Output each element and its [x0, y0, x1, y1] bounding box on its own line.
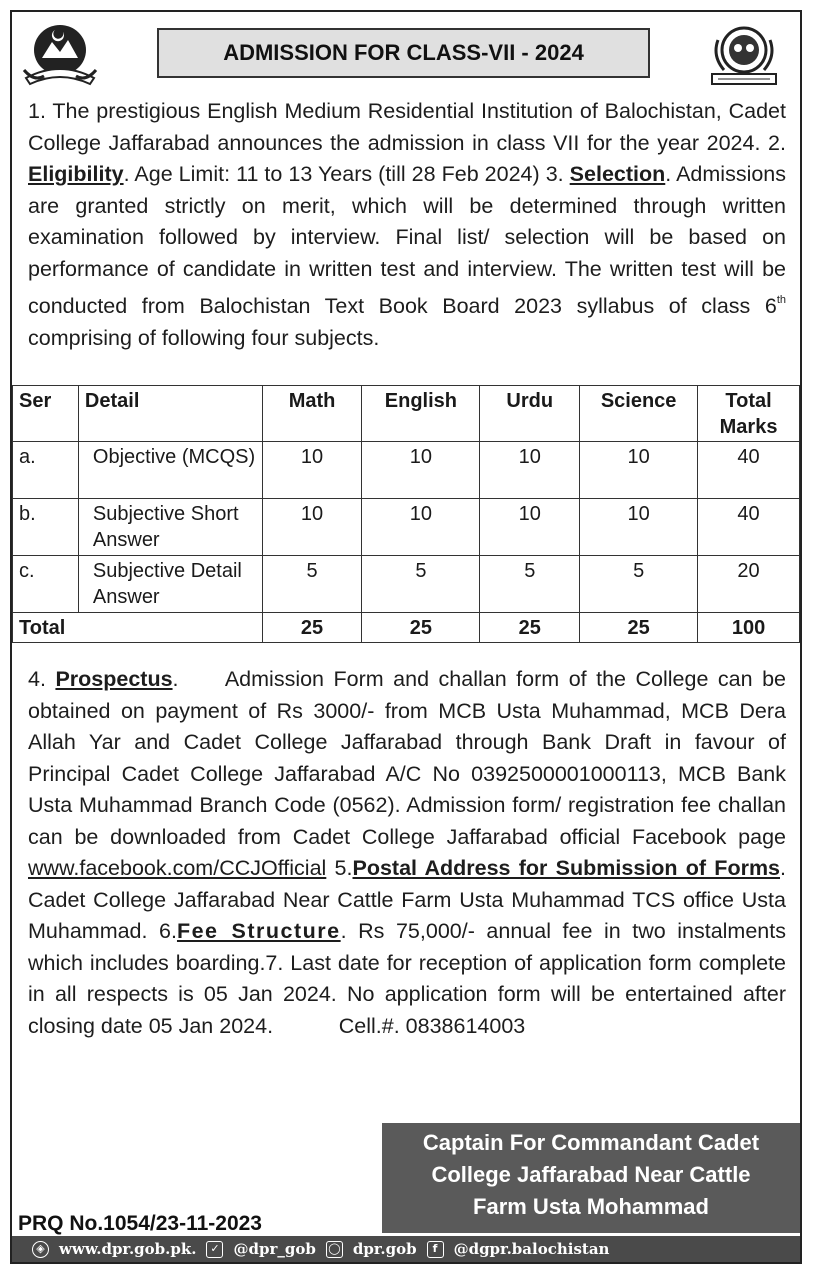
intro-text: 1. The prestigious English Medium Residential Institution of Balochistan, Cadet College Jaffarabad announces the admission in class VII for the year 2024. 2.: [28, 99, 786, 155]
advertisement: [10, 10, 802, 1264]
facebook-icon: f: [427, 1241, 444, 1258]
government-emblem-icon: [20, 20, 100, 90]
table-row: [13, 556, 800, 613]
table-cell: Subjective Detail Answer: [78, 556, 262, 613]
table-total-row: [13, 613, 800, 643]
table-cell: 20: [698, 556, 800, 613]
table-cell: 10: [580, 499, 698, 556]
total-label: Total: [13, 613, 263, 643]
instagram-handle[interactable]: dpr.gob: [352, 1240, 417, 1258]
facebook-link[interactable]: www.facebook.com/CCJOfficial: [28, 856, 327, 880]
table-cell: 10: [362, 442, 480, 499]
signature-line: Farm Usta Mohammad: [473, 1194, 709, 1219]
table-cell: 10: [262, 499, 362, 556]
table-cell: 5: [262, 556, 362, 613]
intro-text: . Admissions are granted strictly on merit, which will be determined through written examination followed by interview. Final list/ selection will be based on performance of candidate in written test and interview. The written test will be conducted from Balochistan Text Book Board 2023 syllabus of class 6: [28, 162, 787, 318]
column-header: Total Marks: [698, 386, 800, 442]
table-cell: 25: [480, 613, 580, 643]
instagram-icon: ◯: [326, 1241, 343, 1258]
details-text: . Admission Form and challan form of the College can be obtained on payment of Rs 3000/- from MCB Usta Muhammad, MCB Dera Allah Yar and Cadet College Jaffarabad through Bank Draft in favour of Principal Cadet College Jaffarabad A/C No 0392500001000113, MCB Bank Usta Muhammad Branch Code (0562). Admission form/ registration fee challan can be downloaded from Cadet College Jaffarabad official Facebook page: [28, 667, 792, 849]
table-cell: 100: [698, 613, 800, 643]
details-text: 5.: [326, 856, 353, 880]
table-cell: 10: [580, 442, 698, 499]
twitter-icon: ✓: [206, 1241, 223, 1258]
table-cell: 5: [362, 556, 480, 613]
table-cell: Objective (MCQS): [78, 442, 262, 499]
footer-bar: [12, 1236, 800, 1262]
globe-icon: ◈: [32, 1241, 49, 1258]
eligibility-heading: Eligibility: [28, 162, 124, 186]
table-cell: 25: [262, 613, 362, 643]
table-cell: 5: [580, 556, 698, 613]
fee-structure-heading: Fee Structure: [176, 919, 341, 943]
table-row: [13, 499, 800, 556]
superscript: th: [776, 294, 786, 306]
table-cell: 10: [480, 499, 580, 556]
table-cell: Subjective Short Answer: [78, 499, 262, 556]
table-header-row: [13, 386, 800, 442]
intro-text: . Age Limit: 11 to 13 Years (till 28 Feb 2024) 3.: [123, 162, 570, 186]
signature-line: College Jaffarabad Near Cattle: [431, 1162, 751, 1187]
prq-number: PRQ No.1054/23-11-2023: [14, 1210, 376, 1238]
table-cell: 5: [480, 556, 580, 613]
table-cell: 40: [698, 499, 800, 556]
website-link[interactable]: www.dpr.gob.pk.: [59, 1240, 197, 1258]
page-title: ADMISSION FOR CLASS-VII - 2024: [157, 28, 650, 78]
marks-table: [12, 385, 800, 643]
table-cell: a.: [13, 442, 79, 499]
signature-line: Captain For Commandant Cadet: [422, 1130, 760, 1155]
table-cell: 25: [362, 613, 480, 643]
details-text: . Cadet College Jaffarabad Near Cattle Farm Usta Muhammad TCS office Usta Muhammad. 6.: [28, 856, 786, 943]
details-text: . Rs 75,000/- annual fee in two instalments which includes boarding.7. Last date for reception of application form complete in all respects is 05 Jan 2024. No application form will be entertained after closing date 05 Jan 2024. Cell.#. 0838614003: [28, 919, 792, 1038]
table-row: [13, 442, 800, 499]
column-header: Math: [262, 386, 362, 442]
details-text: 4.: [28, 667, 56, 691]
prospectus-heading: Prospectus: [55, 667, 173, 691]
table-cell: 10: [362, 499, 480, 556]
signature-block: [382, 1123, 800, 1233]
table-cell: 25: [580, 613, 698, 643]
table-cell: 10: [262, 442, 362, 499]
intro-text: comprising of following four subjects.: [28, 325, 380, 350]
table-cell: 40: [698, 442, 800, 499]
intro-paragraph: [28, 96, 786, 354]
facebook-handle[interactable]: @dgpr.balochistan: [453, 1240, 610, 1258]
column-header: Detail: [78, 386, 262, 442]
column-header: Science: [580, 386, 698, 442]
table-cell: b.: [13, 499, 79, 556]
postal-address-heading: Postal Address for Submission of Forms: [352, 856, 781, 880]
details-paragraph: [28, 664, 792, 1042]
column-header: Ser: [13, 386, 79, 442]
table-cell: c.: [13, 556, 79, 613]
column-header: English: [362, 386, 480, 442]
table-cell: 10: [480, 442, 580, 499]
twitter-handle[interactable]: @dpr_gob: [233, 1240, 316, 1258]
college-crest-icon: [704, 20, 784, 90]
column-header: Urdu: [480, 386, 580, 442]
selection-heading: Selection: [569, 162, 666, 186]
